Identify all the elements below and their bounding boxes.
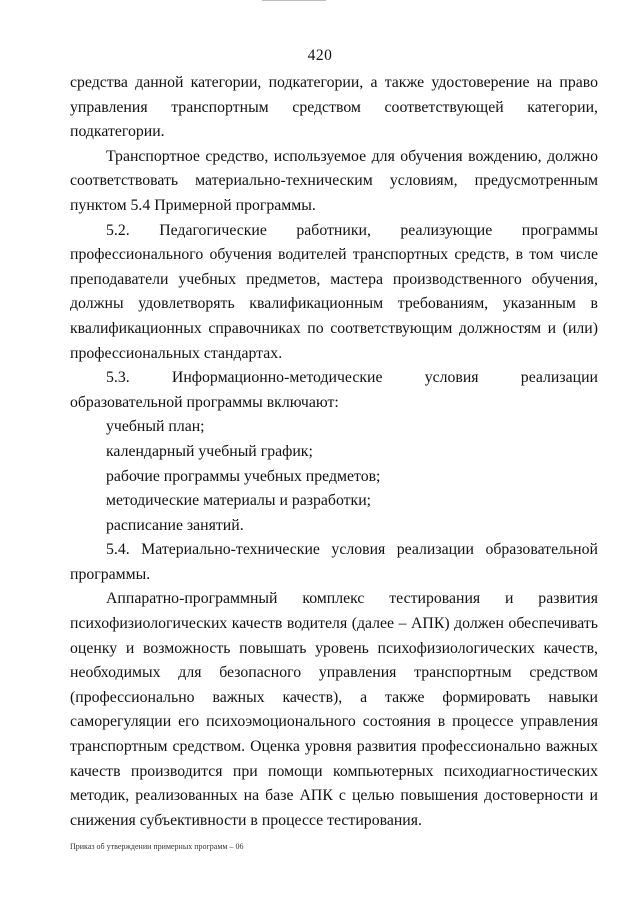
list-item-calendar-schedule: календарный учебный график;: [106, 442, 313, 460]
list-item-class-schedule: расписание занятий.: [106, 516, 244, 534]
list-item-curriculum: учебный план;: [106, 418, 205, 436]
paragraph-5-4: 5.4. Материально-технические условия реализации образовательной программы.: [70, 541, 598, 583]
scan-edge-mark: [262, 0, 326, 1]
paragraph-5-3: 5.3. Информационно-методические условия реализации образовательной программы включают:: [70, 369, 598, 411]
paragraph-vehicle-requirements: Транспортное средство, используемое для обучения вождению, должно соответствовать материально-техническим условиям, предусмотренным пунктом 5.4 Примерной программы.: [70, 147, 598, 214]
paragraph-5-2: 5.2. Педагогические работники, реализующие программы профессионального обучения водителей транспортных средств, в том числе преподаватели учебных предметов, мастера производственного обучения, должны удовлетворять квалификационным требованиям, указанным в квалификационных справочниках по соответствующим должностям и (или) профессиональных стандартах.: [70, 221, 598, 362]
paragraph-apk: Аппаратно-программный комплекс тестирования и развития психофизиологических качеств водителя (далее – АПК) должен обеспечивать оценку и возможность повышать уровень психофизиологических качеств, необходимых для безопасного управления транспортным средством (профессионально важных качеств), а также формировать навыки саморегуляции его психоэмоционального состояния в процессе управления транспортным средством. Оценка уровня развития профессионально важных качеств производится при помощи компьютерных психодиагностических методик, реализованных на базе АПК с целью повышения достоверности и снижения субъективности в процессе тестирования.: [70, 590, 598, 829]
paragraph-continuation: средства данной категории, подкатегории, а также удостоверение на право управления транспортным средством соответствующей категории, подкатегории.: [70, 74, 598, 141]
page-number: 420: [307, 47, 333, 64]
document-body: [70, 71, 598, 833]
list-item-subject-programs: рабочие программы учебных предметов;: [106, 467, 381, 485]
list-item-methodical-materials: методические материалы и разработки;: [106, 492, 372, 510]
page-footer: Приказ об утверждении примерных программ – 06: [70, 842, 244, 851]
